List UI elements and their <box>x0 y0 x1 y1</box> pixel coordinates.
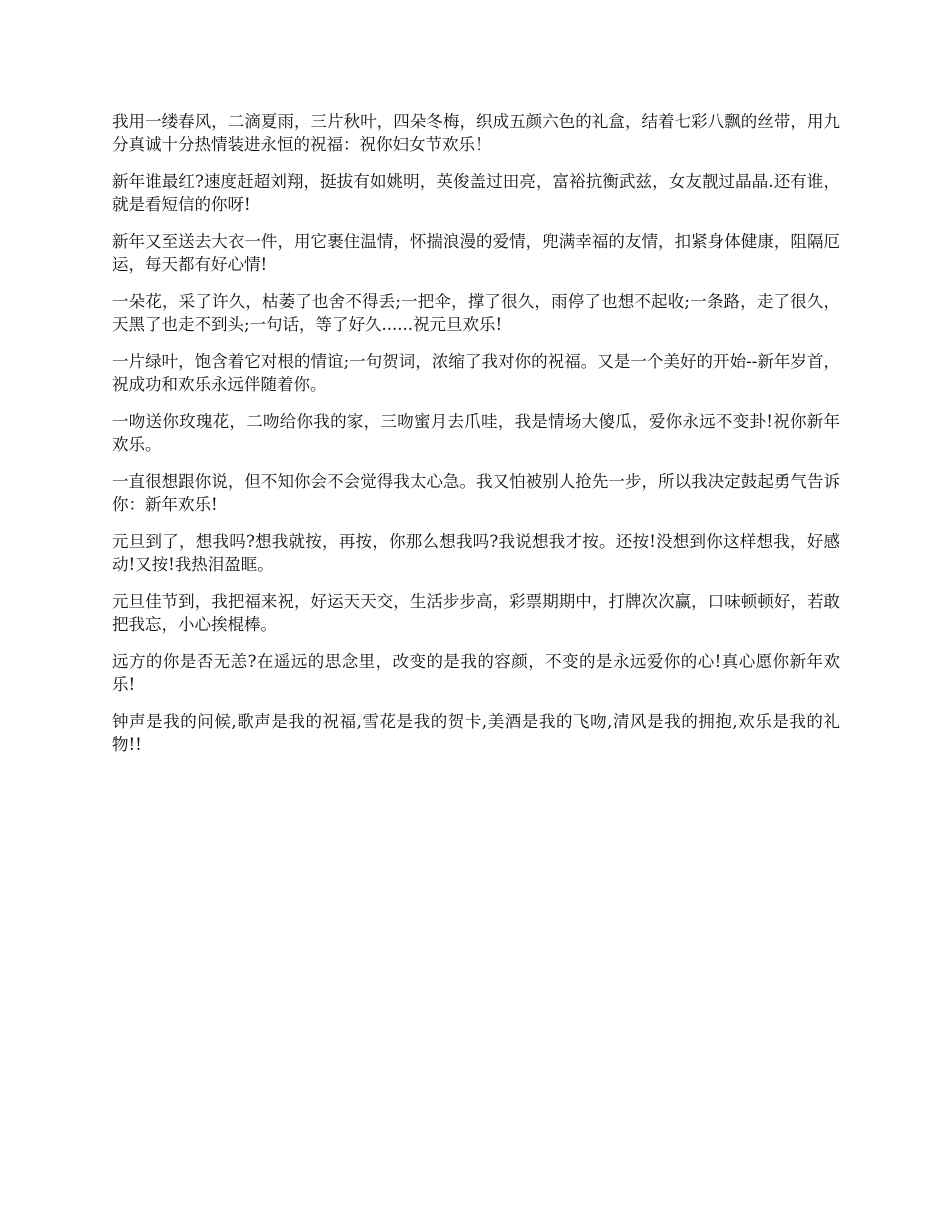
paragraph: 新年又至送去大衣一件，用它裹住温情，怀揣浪漫的爱情，兜满幸福的友情，扣紧身体健康，阻隔厄运，每天都有好心情! <box>112 232 840 274</box>
paragraph: 我用一缕春风，二滴夏雨，三片秋叶，四朵冬梅，织成五颜六色的礼盒，结着七彩八飘的丝带，用九分真诚十分热情装进永恒的祝福：祝你妇女节欢乐！ <box>112 112 840 154</box>
document-body <box>112 110 840 770</box>
paragraph: 一朵花，采了许久，枯萎了也舍不得丢;一把伞，撑了很久，雨停了也想不起收;一条路，走了很久，天黑了也走不到头;一句话，等了好久......祝元旦欢乐! <box>112 292 840 334</box>
paragraph: 元旦到了，想我吗?想我就按，再按，你那么想我吗?我说想我才按。还按!没想到你这样想我，好感动!又按!我热泪盈眶。 <box>112 532 840 574</box>
paragraph: 一片绿叶，饱含着它对根的情谊;一句贺词，浓缩了我对你的祝福。又是一个美好的开始--新年岁首，祝成功和欢乐永远伴随着你。 <box>112 352 840 394</box>
paragraph: 一直很想跟你说，但不知你会不会觉得我太心急。我又怕被别人抢先一步，所以我决定鼓起勇气告诉你：新年欢乐! <box>112 472 840 514</box>
paragraph: 钟声是我的问候,歌声是我的祝福,雪花是我的贺卡,美酒是我的飞吻,清风是我的拥抱,欢乐是我的礼物!! <box>112 712 840 754</box>
paragraph: 远方的你是否无恙?在遥远的思念里，改变的是我的容颜，不变的是永远爱你的心!真心愿你新年欢乐! <box>112 652 840 694</box>
paragraph: 新年谁最红?速度赶超刘翔，挺拔有如姚明，英俊盖过田亮，富裕抗衡武兹，女友靓过晶晶.还有谁，就是看短信的你呀! <box>112 172 840 214</box>
paragraph: 一吻送你玫瑰花，二吻给你我的家，三吻蜜月去爪哇，我是情场大傻瓜，爱你永远不变卦!祝你新年欢乐。 <box>112 412 840 454</box>
paragraph: 元旦佳节到，我把福来祝，好运天天交，生活步步高，彩票期期中，打牌次次赢，口味顿顿好，若敢把我忘，小心挨棍棒。 <box>112 592 840 634</box>
